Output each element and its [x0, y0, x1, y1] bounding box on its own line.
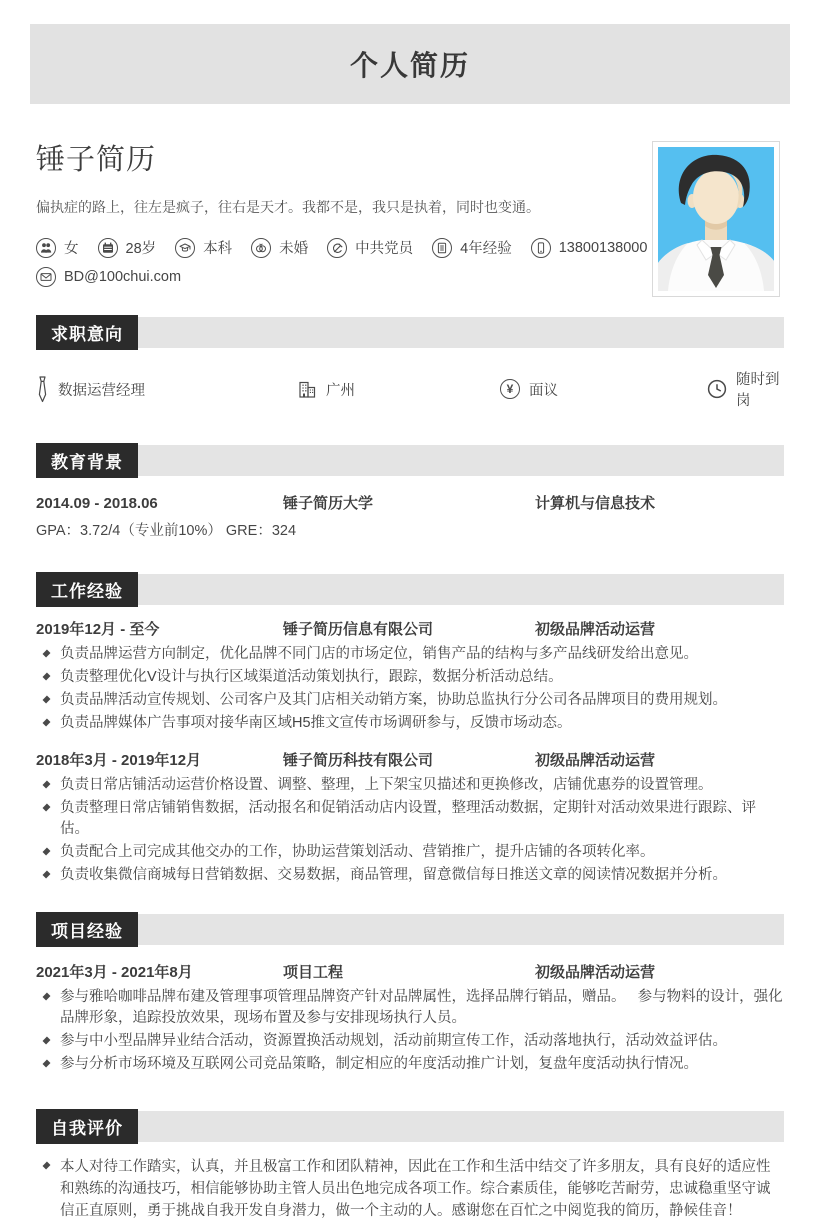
info-item-experience [432, 237, 512, 258]
work-period: 2019年12月 - 至今 [36, 621, 160, 638]
work-entry-row [36, 620, 784, 640]
page-title-banner [30, 24, 790, 104]
intent-item-position [36, 376, 298, 403]
section-title-education: 教育背景 [36, 443, 138, 478]
work-entry-row [36, 751, 784, 771]
section-self-evaluation-header [36, 1109, 784, 1144]
education-icon [175, 238, 195, 258]
bullet-item: 负责品牌运营方向制定，优化品牌不同门店的市场定位，销售产品的结构与多产品线研发给出意见。 [36, 644, 784, 665]
section-projects-header [36, 912, 784, 947]
party-icon [327, 238, 347, 258]
bullet-item: 负责日常店铺活动运营价格设置、调整、整理，上下架宝贝描述和更换修改，店铺优惠券的设置管理。 [36, 775, 784, 796]
work-bullet-list [36, 775, 784, 886]
work-company: 锤子简历信息有限公司 [283, 621, 434, 638]
self-evaluation-list [36, 1156, 784, 1222]
bullet-item: 负责品牌活动宣传规划、公司客户及其门店相关动销方案，协助总监执行分公司各品牌项目的费用规划。 [36, 690, 784, 711]
work-role: 初级品牌活动运营 [535, 621, 656, 638]
bullet-item: 负责收集微信商城每日营销数据、交易数据，商品管理，留意微信每日推送文章的阅读情况数据并分析。 [36, 865, 784, 886]
info-label: 中共党员 [355, 241, 414, 257]
info-label: 4年经验 [460, 241, 512, 257]
experience-icon [432, 238, 452, 258]
section-bar [138, 1111, 784, 1142]
project-bullet-list [36, 987, 784, 1075]
bullet-item: 本人对待工作踏实，认真，并且极富工作和团队精神，因此在工作和生活中结交了许多朋友，具有良好的适应性和熟练的沟通技巧，相信能够协助主管人员出色地完成各项工作。综合素质佳，能够吃苦耐劳，忠诚稳重坚守诚信正直原则，勇于挑战自我开发自身潜力，做一个主动的人。感谢您在百忙之中阅览我的简历，静候佳音！ [36, 1156, 784, 1222]
bullet-item: 负责整理优化V设计与执行区域渠道活动策划执行，跟踪，数据分析活动总结。 [36, 667, 784, 688]
project-role: 初级品牌活动运营 [535, 964, 656, 981]
building-icon [298, 380, 317, 399]
bullet-item: 负责品牌媒体广告事项对接华南区域H5推文宣传市场调研参与，反馈市场动态。 [36, 713, 784, 734]
info-label: 28岁 [125, 241, 157, 257]
work-bullet-list [36, 644, 784, 734]
bullet-item: 参与中小型品牌异业结合活动，资源置换活动规划，活动前期宣传工作，活动落地执行，活动效益评估。 [36, 1031, 784, 1052]
info-label: 女 [64, 241, 79, 257]
info-item-age [98, 237, 157, 258]
section-bar [138, 574, 784, 605]
intent-label: 广州 [326, 382, 355, 399]
info-label: 未婚 [279, 241, 309, 257]
info-item-education [175, 237, 232, 258]
info-label: 本科 [203, 241, 233, 257]
section-title-projects: 项目经验 [36, 912, 138, 947]
intent-item-salary [500, 379, 707, 400]
job-intent-row [36, 368, 784, 410]
bullet-item: 负责配合上司完成其他交办的工作，协助运营策划活动、营销推广，提升店铺的各项转化率。 [36, 842, 784, 863]
info-label: 13800138000 [558, 239, 648, 256]
info-item-email [36, 267, 181, 287]
work-period: 2018年3月 - 2019年12月 [36, 752, 202, 769]
email-icon [36, 267, 56, 287]
info-item-gender [36, 237, 79, 258]
tie-icon [36, 376, 49, 403]
section-education-header [36, 443, 784, 478]
section-title-job-intent: 求职意向 [36, 315, 138, 350]
avatar-illustration [658, 147, 774, 291]
education-school: 锤子简历大学 [283, 495, 374, 512]
info-item-marital [251, 237, 308, 258]
section-work-header [36, 572, 784, 607]
bullet-item: 参与分析市场环境及互联网公司竞品策略，制定相应的年度活动推广计划，复盘年度活动执行情况。 [36, 1054, 784, 1075]
project-name: 项目工程 [283, 964, 344, 981]
basic-info-list [36, 237, 656, 287]
section-bar [138, 914, 784, 945]
candidate-tagline: 偏执症的路上，往左是疯子，往右是天才。我都不是，我只是执着，同时也变通。 [36, 199, 540, 215]
intent-item-availability [707, 368, 784, 410]
age-icon [98, 238, 118, 258]
intent-label: 数据运营经理 [58, 382, 145, 399]
intent-label: 面议 [529, 382, 558, 399]
education-major: 计算机与信息技术 [535, 495, 656, 512]
page-title: 个人简历 [349, 50, 470, 81]
education-period: 2014.09 - 2018.06 [36, 495, 158, 512]
bullet-item: 负责整理日常店铺销售数据，活动报名和促销活动店内设置，整理活动数据，定期针对活动效果进行跟踪、评估。 [36, 798, 784, 840]
bullet-item: 参与雅哈咖啡品牌布建及管理事项管理品牌资产针对品牌属性，选择品牌行销品，赠品。 参与物料的设计，强化品牌形象，追踪投放效果，现场布置及参与安排现场执行人员。 [36, 987, 784, 1029]
intent-item-city [298, 379, 500, 400]
salary-icon: ¥ [500, 379, 520, 399]
section-title-work: 工作经验 [36, 572, 138, 607]
intent-label: 随时到岗 [736, 372, 780, 409]
phone-icon [531, 238, 551, 258]
education-detail: GPA：3.72/4（专业前10%） GRE：324 [36, 523, 297, 539]
clock-icon [707, 379, 727, 399]
section-title-self-evaluation: 自我评价 [36, 1109, 138, 1144]
work-company: 锤子简历科技有限公司 [283, 752, 434, 769]
info-label: BD@100chui.com [64, 269, 182, 285]
candidate-name: 锤子简历 [36, 144, 157, 176]
project-period: 2021年3月 - 2021年8月 [36, 964, 193, 981]
education-entry-row [36, 494, 784, 514]
section-bar [138, 445, 784, 476]
marital-icon [251, 238, 271, 258]
profile-photo [652, 141, 780, 297]
project-entry-row [36, 963, 784, 983]
info-item-party [327, 237, 413, 258]
gender-icon [36, 238, 56, 258]
section-job-intent-header [36, 315, 784, 350]
info-item-phone [531, 237, 648, 258]
section-bar [138, 317, 784, 348]
work-role: 初级品牌活动运营 [535, 752, 656, 769]
